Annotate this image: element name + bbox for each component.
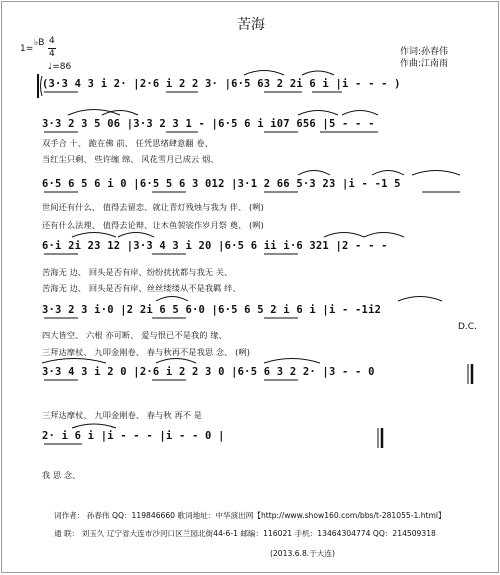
lyric-line: 三拜达摩杖、 九叩金刚卷、 春与秋 再不 是: [42, 410, 202, 420]
da-capo-mark: D.C.: [458, 322, 477, 332]
footer-date: (2013.6.8.于大连): [270, 549, 335, 558]
lyric-line: 苦海无 边、 回头是否有岸、纷纷扰扰都与我无 关、: [42, 267, 233, 277]
lyric-line: 世间还有什么、 值得去留恋、就让青灯残烛与我为 伴、 (咧): [42, 202, 264, 212]
key-flat: ♭B: [34, 38, 45, 48]
lyric-line: 我 思 念、: [42, 470, 81, 480]
song-title: 苦海: [237, 17, 265, 33]
time-top: 4: [49, 36, 55, 46]
lyric-line: 三拜达摩杖、 九叩金刚卷、 春与秋再不是我思 念、 (咧): [42, 347, 251, 357]
notation-row: 3·3 4 3 i 2 0 |2·6 i 2 2 3 0 |6·5 6 3 2 2· |3 - - 0: [42, 366, 375, 378]
notation-row: 2· i 6 i |i - - - |i - - 0 |: [42, 430, 225, 442]
time-bottom: 4: [49, 49, 55, 59]
notation-row: 3·3 2 3 i·0 |2 2i 6 5 6·0 |6·5 6 5 2 i 6 i |i - -1i2: [42, 304, 382, 316]
key-tonic: 1=: [20, 44, 34, 54]
footer-author-line: 词作者： 孙春伟 QQ：119846660 歌词地址：中华演出网【http://www.show160.com/bbs/t-281055-1.html】: [54, 511, 446, 520]
notation-row: (3·3 4 3 i 2· |2·6 i 2 2 3· |6·5 63 2 2i 6 i |i - - - ): [42, 78, 401, 90]
lyric-line: 四大皆空、 六根 亦可断、 爱与恨已不是我的 缘、: [42, 330, 227, 340]
notation-row: 3·3 2 3 5 06 |3·3 2 3 1 - |6·5 6 i i07 656 |5 - - -: [42, 118, 375, 130]
score-sheet: [1, 1, 499, 573]
lyric-line: 苦海无 边、 回头是否有岸、丝丝缕缕从不是我羁 绊、: [42, 283, 241, 293]
tempo-mark: ♩=86: [48, 62, 72, 72]
composer-credit: 作曲:江南雨: [400, 59, 449, 69]
notation-row: 6·i 2i 23 12 |3·3 4 3 i 20 |6·5 6 ii i·6 321 |2 - - -: [42, 240, 388, 252]
footer-contact-line: 通 联： 刘玉久 辽宁省大连市沙河口区兰园北街44-6-1 邮编：116021 手机：13464304774 QQ：214509318: [54, 529, 436, 538]
lyricist-credit: 作词:孙春伟: [400, 47, 449, 57]
lyric-line: 还有什么法理、 值得去论辩、让木鱼袈裟作岁月祭 奠、 (咧): [42, 220, 264, 230]
notation-row: 6·5 6 5 6 i 0 |6·5 5 6 3 012 |3·1 2 66 5·3 23 |i - -1 5: [42, 178, 401, 190]
lyric-line: 当红尘只剩、 些许缠 绵、 风花雪月已成云 烟、: [42, 154, 219, 164]
lyric-line: 双手合 十、 跪在佛 前、 任凭思绪肆意翻 卷、: [42, 138, 213, 148]
